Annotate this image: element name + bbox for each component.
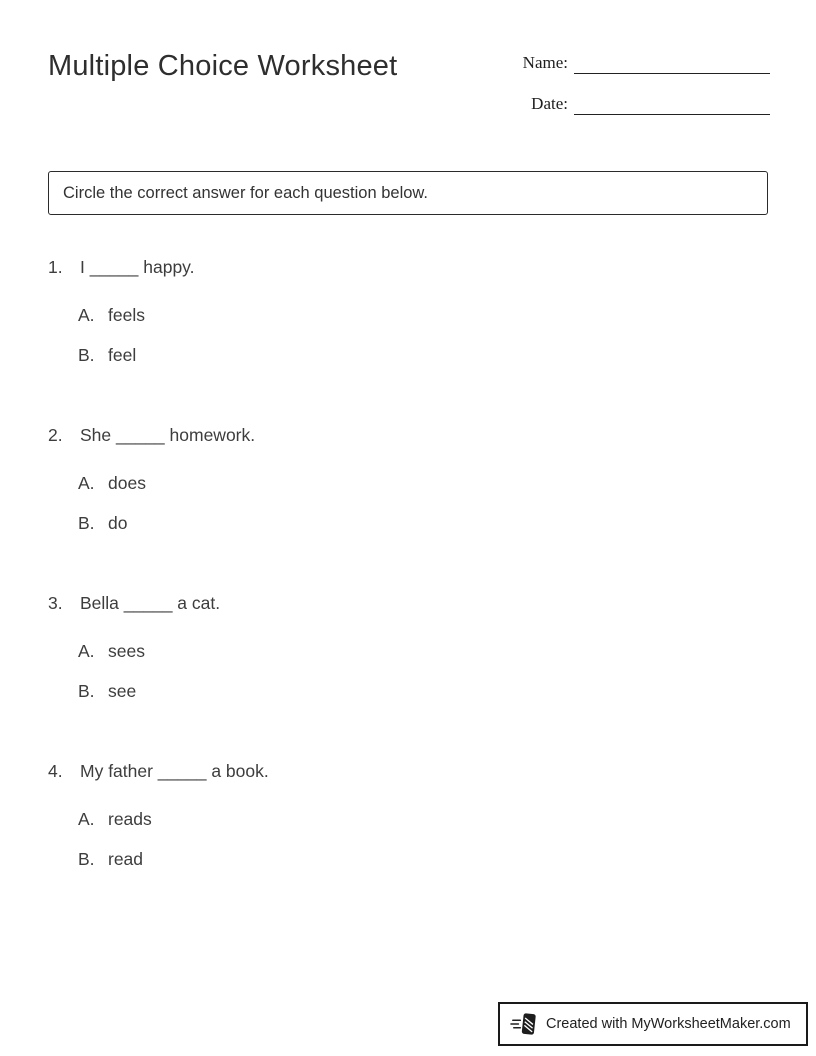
question-1 — [48, 256, 768, 366]
options — [48, 304, 768, 366]
question-2 — [48, 424, 768, 534]
question-4 — [48, 760, 768, 870]
date-line — [574, 91, 770, 115]
option-a — [78, 472, 768, 494]
question-number: 1. — [48, 257, 63, 277]
question-text: She _____ homework. — [80, 425, 256, 445]
question-3 — [48, 592, 768, 702]
question-list — [48, 256, 768, 928]
question-line — [48, 592, 768, 614]
option-letter: B. — [78, 345, 95, 365]
name-date-block — [508, 50, 770, 132]
name-label: Name: — [522, 53, 568, 72]
instructions-text: Circle the correct answer for each question below. — [63, 183, 429, 202]
option-text: feels — [108, 305, 145, 325]
option-b — [78, 680, 768, 702]
question-number: 2. — [48, 425, 63, 445]
worksheet-maker-logo-icon — [510, 1009, 540, 1039]
option-text: do — [108, 513, 128, 533]
option-text: sees — [108, 641, 145, 661]
question-number: 4. — [48, 761, 63, 781]
name-line — [574, 50, 770, 74]
question-number: 3. — [48, 593, 63, 613]
option-a — [78, 808, 768, 830]
name-row — [508, 50, 770, 74]
option-letter: A. — [78, 809, 95, 829]
options — [48, 472, 768, 534]
option-text: reads — [108, 809, 152, 829]
question-line — [48, 256, 768, 278]
date-label: Date: — [531, 94, 568, 113]
option-text: read — [108, 849, 144, 869]
option-letter: B. — [78, 513, 95, 533]
option-letter: A. — [78, 641, 95, 661]
option-b — [78, 848, 768, 870]
option-a — [78, 304, 768, 326]
option-text: feel — [108, 345, 137, 365]
option-letter: B. — [78, 849, 95, 869]
question-line — [48, 760, 768, 782]
option-text: see — [108, 681, 137, 701]
option-letter: B. — [78, 681, 95, 701]
date-row — [508, 91, 770, 115]
question-text: My father _____ a book. — [80, 761, 269, 781]
option-letter: A. — [78, 473, 95, 493]
question-line — [48, 424, 768, 446]
question-text: Bella _____ a cat. — [80, 593, 221, 613]
question-text: I _____ happy. — [80, 257, 195, 277]
options — [48, 808, 768, 870]
instructions-box — [48, 171, 768, 215]
option-b — [78, 512, 768, 534]
page-title: Multiple Choice Worksheet — [48, 50, 398, 82]
footer-credit-text: Created with MyWorksheetMaker.com — [546, 1016, 791, 1032]
options — [48, 640, 768, 702]
option-b — [78, 344, 768, 366]
footer-credit-badge — [498, 1002, 808, 1046]
option-letter: A. — [78, 305, 95, 325]
option-text: does — [108, 473, 146, 493]
option-a — [78, 640, 768, 662]
